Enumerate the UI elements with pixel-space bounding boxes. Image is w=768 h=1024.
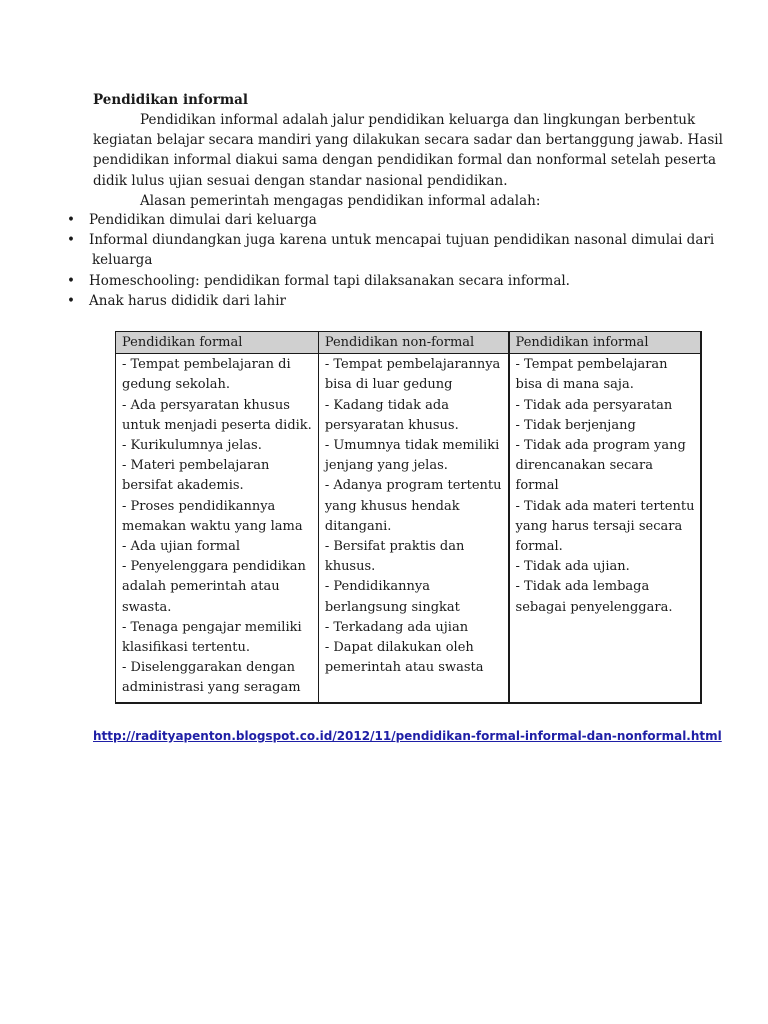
bullet-item xyxy=(66,210,686,230)
cell-line: yang harus tersaji secara xyxy=(515,518,683,534)
bullet-icon: • xyxy=(67,272,75,289)
cell-line: gedung sekolah. xyxy=(122,377,231,393)
paragraph-line: Pendidikan informal adalah jalur pendidikan keluarga dan lingkungan berbentuk xyxy=(140,112,696,128)
bullet-text: Informal diundangkan juga karena untuk mencapai tujuan pendidikan nasonal dimulai dari xyxy=(89,232,715,249)
table-header-row xyxy=(116,332,702,354)
cell-line: - Tidak berjenjang xyxy=(515,417,636,433)
cell-line: bisa di luar gedung xyxy=(324,377,453,393)
cell-line: untuk menjadi peserta didik. xyxy=(122,417,312,433)
cell-line: sebagai penyelenggara. xyxy=(515,599,673,615)
cell-line: yang khusus hendak xyxy=(324,498,460,514)
cell-line: - Tidak ada materi tertentu xyxy=(515,498,695,514)
cell-line: - Ada persyaratan khusus xyxy=(122,397,290,413)
bullet-item xyxy=(66,230,715,270)
cell-line: - Terkadang ada ujian xyxy=(324,619,469,635)
body-paragraph xyxy=(93,110,723,211)
cell-line: - Tidak ada program yang xyxy=(515,438,686,454)
bullet-item xyxy=(66,291,686,311)
cell-line: - Penyelenggara pendidikan xyxy=(122,559,306,575)
comparison-table xyxy=(115,331,702,704)
cell-line: adalah pemerintah atau xyxy=(122,579,280,595)
paragraph-line: didik lulus ujian sesuai dengan standar nasional pendidikan. xyxy=(93,172,508,189)
reasons-bullet-list xyxy=(66,210,715,311)
bullet-text: Anak harus dididik dari lahir xyxy=(89,292,287,309)
cell-line: - Tidak ada ujian. xyxy=(515,559,630,575)
cell-line: klasifikasi tertentu. xyxy=(122,640,251,656)
cell-line: formal xyxy=(515,478,559,494)
cell-line: - Tempat pembelajaran di xyxy=(122,357,291,373)
section-heading: Pendidikan informal xyxy=(93,92,248,108)
cell-line: administrasi yang seragam xyxy=(122,680,301,696)
cell-line: swasta. xyxy=(122,599,172,615)
cell-formal xyxy=(116,354,319,703)
cell-line: memakan waktu yang lama xyxy=(122,518,303,534)
cell-line: - Tenaga pengajar memiliki xyxy=(122,619,302,635)
header-non-formal: Pendidikan non-formal xyxy=(318,332,508,354)
cell-non-formal xyxy=(318,354,508,703)
bullet-icon: • xyxy=(67,232,75,249)
bullet-item xyxy=(66,271,686,291)
bullet-icon: • xyxy=(67,292,75,309)
cell-line: - Tempat pembelajaran xyxy=(515,357,668,373)
cell-line: jenjang yang jelas. xyxy=(324,458,448,474)
bullet-text-continuation: keluarga xyxy=(92,252,153,269)
cell-line: berlangsung singkat xyxy=(324,599,460,615)
cell-line: - Tidak ada persyaratan xyxy=(515,397,673,413)
cell-line: - Adanya program tertentu xyxy=(324,478,502,494)
cell-line: - Kadang tidak ada xyxy=(324,397,449,413)
cell-line: bisa di mana saja. xyxy=(515,377,634,393)
cell-line: - Diselenggarakan dengan xyxy=(122,660,296,676)
cell-line: - Ada ujian formal xyxy=(122,539,241,555)
cell-line: khusus. xyxy=(324,559,376,575)
cell-line: formal. xyxy=(515,539,563,555)
bullet-text: Homeschooling: pendidikan formal tapi dilaksanakan secara informal. xyxy=(89,272,570,289)
header-informal: Pendidikan informal xyxy=(509,332,702,354)
source-link[interactable]: http://radityapenton.blogspot.co.id/2012/11/pendidikan-formal-informal-dan-nonformal.html xyxy=(93,729,722,743)
cell-line: - Proses pendidikannya xyxy=(122,498,276,514)
cell-line: bersifat akademis. xyxy=(122,478,244,494)
table-row xyxy=(116,354,702,703)
cell-line: - Tidak ada lembaga xyxy=(515,579,650,595)
cell-line: - Umumnya tidak memiliki xyxy=(324,438,500,454)
cell-line: - Tempat pembelajarannya xyxy=(324,357,501,373)
cell-line: - Pendidikannya xyxy=(324,579,430,595)
cell-line: - Bersifat praktis dan xyxy=(324,539,465,555)
cell-line: - Kurikulumnya jelas. xyxy=(122,438,262,454)
paragraph-line: kegiatan belajar secara mandiri yang dilakukan secara sadar dan bertanggung jawab. Hasil xyxy=(93,132,723,149)
cell-line: - Dapat dilakukan oleh xyxy=(324,640,474,656)
cell-line: direncanakan secara xyxy=(515,458,653,474)
paragraph-line: pendidikan informal diakui sama dengan pendidikan formal dan nonformal setelah peserta xyxy=(93,152,717,169)
cell-line: ditangani. xyxy=(324,518,392,534)
paragraph-line: Alasan pemerintah mengagas pendidikan informal adalah: xyxy=(140,192,541,209)
cell-line: pemerintah atau swasta xyxy=(324,660,484,676)
cell-line: - Materi pembelajaran xyxy=(122,458,270,474)
header-formal: Pendidikan formal xyxy=(116,332,319,354)
cell-informal xyxy=(509,354,702,703)
bullet-text: Pendidikan dimulai dari keluarga xyxy=(89,212,317,228)
bullet-icon: • xyxy=(67,212,75,228)
cell-line: persyaratan khusus. xyxy=(324,417,459,433)
